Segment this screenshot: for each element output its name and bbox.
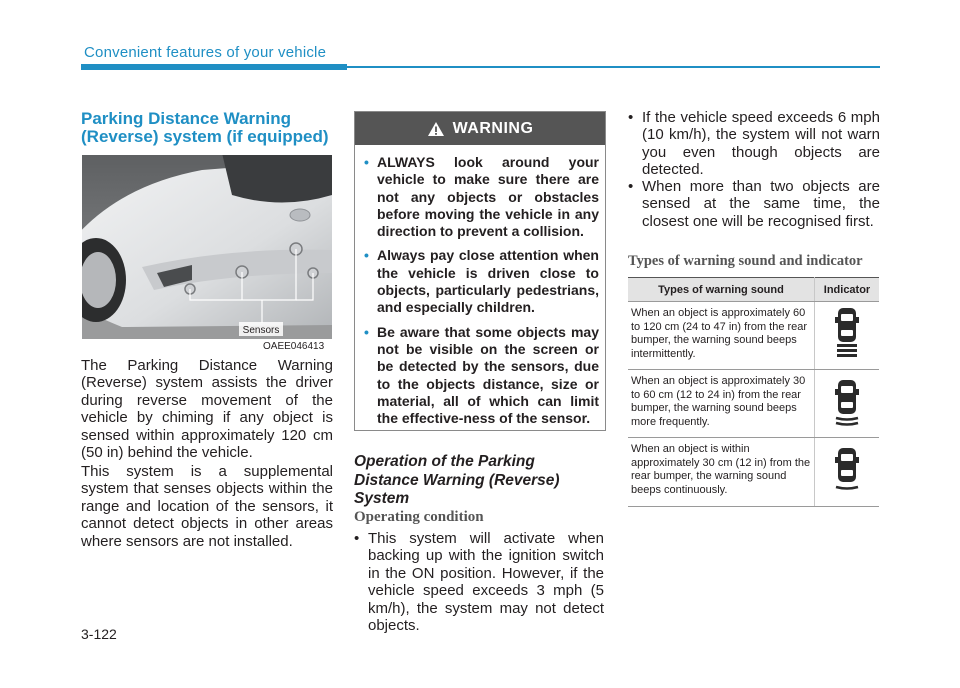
sensor-photo — [82, 155, 332, 339]
section-title-line-2: (Reverse) system (if equipped) — [81, 127, 329, 146]
indicator-cell — [815, 370, 880, 438]
header-accent-bar — [81, 64, 347, 70]
bullet-dot-icon: • — [364, 154, 369, 170]
chapter-header: Convenient features of your vehicle — [84, 44, 327, 61]
car-rear-far-icon — [832, 306, 862, 362]
operating-condition-bullet: • This system will activate when backing up with the ignition switch in the ON position. However, if the vehicle speed exceeds 3 mph (5 km/h), the system may not detect objects. — [354, 530, 604, 635]
bullet-dot-icon: • — [364, 247, 369, 264]
warning-description: When an object is within approximately 30 cm (12 in) from the rear bumper, the warning sound beeps continuously. — [628, 438, 815, 507]
column-header-sound: Types of warning sound — [628, 278, 815, 302]
warning-description: When an object is approximately 30 to 60 cm (12 to 24 in) from the rear bumper, the warning sound beeps more frequently. — [628, 370, 815, 438]
rear-bumper-illustration — [82, 155, 332, 339]
warning-box — [354, 111, 606, 431]
column-header-indicator: Indicator — [815, 278, 880, 302]
warning-item: • ALWAYS look around your vehicle to make sure there are not any objects or obstacles before moving the vehicle in any direction to prevent a collision. — [364, 154, 599, 240]
warning-triangle-icon — [427, 121, 445, 137]
speed-limit-bullet: • If the vehicle speed exceeds 6 mph (10 km/h), the system will not warn you even though objects are detected. — [628, 109, 880, 179]
warning-types-table — [628, 277, 879, 507]
bullet-dot-icon: • — [628, 178, 634, 195]
multiple-objects-bullet: • When more than two objects are sensed at the same time, the closest one will be recognised first. — [628, 178, 880, 230]
indicator-cell — [815, 302, 880, 370]
car-rear-mid-icon — [832, 374, 862, 430]
warning-description: When an object is approximately 60 to 120 cm (24 to 47 in) from the rear bumper, the warning sound beeps intermittently. — [628, 302, 815, 370]
photo-code: OAEE046413 — [263, 341, 325, 352]
intro-paragraph: The Parking Distance Warning (Reverse) system assists the driver during reverse movement of the vehicle by chiming if any object is sensed within approximately 120 cm (50 in) behind the vehicle. — [81, 357, 333, 462]
table-header-row — [628, 278, 879, 302]
table-row — [628, 370, 879, 438]
section-title — [81, 110, 341, 146]
operation-title: Operation of the Parking Distance Warning (Reverse) System — [354, 453, 560, 507]
bullet-dot-icon: • — [628, 109, 634, 126]
car-rear-near-icon — [832, 442, 862, 498]
table-row — [628, 302, 879, 370]
warning-item: • Always pay close attention when the vehicle is driven close to objects, particularly pedestrians, and especially children. — [364, 247, 599, 316]
operating-condition-subheading: Operating condition — [354, 509, 484, 525]
indicator-cell — [815, 438, 880, 507]
bullet-dot-icon: • — [354, 530, 360, 547]
bullet-dot-icon: • — [364, 323, 369, 340]
warning-list — [363, 154, 599, 434]
warning-label: WARNING — [452, 119, 534, 137]
types-subheading: Types of warning sound and indicator — [628, 253, 863, 269]
header-rule — [347, 66, 880, 68]
table-row — [628, 438, 879, 507]
section-title-line-1: Parking Distance Warning — [81, 109, 292, 128]
sensors-callout-label: Sensors — [242, 325, 280, 336]
warning-item: • Be aware that some objects may not be visible on the screen or be detected by the sensors, due to the objects distance, size or material, all of which can limit the effective-ness of the sensor. — [364, 323, 599, 427]
supplemental-paragraph: This system is a supplemental system that senses objects within the range and location of the sensors, it cannot detect objects in other areas where sensors are not installed. — [81, 463, 333, 550]
warning-header — [355, 112, 605, 145]
page-number: 3-122 — [81, 626, 117, 642]
